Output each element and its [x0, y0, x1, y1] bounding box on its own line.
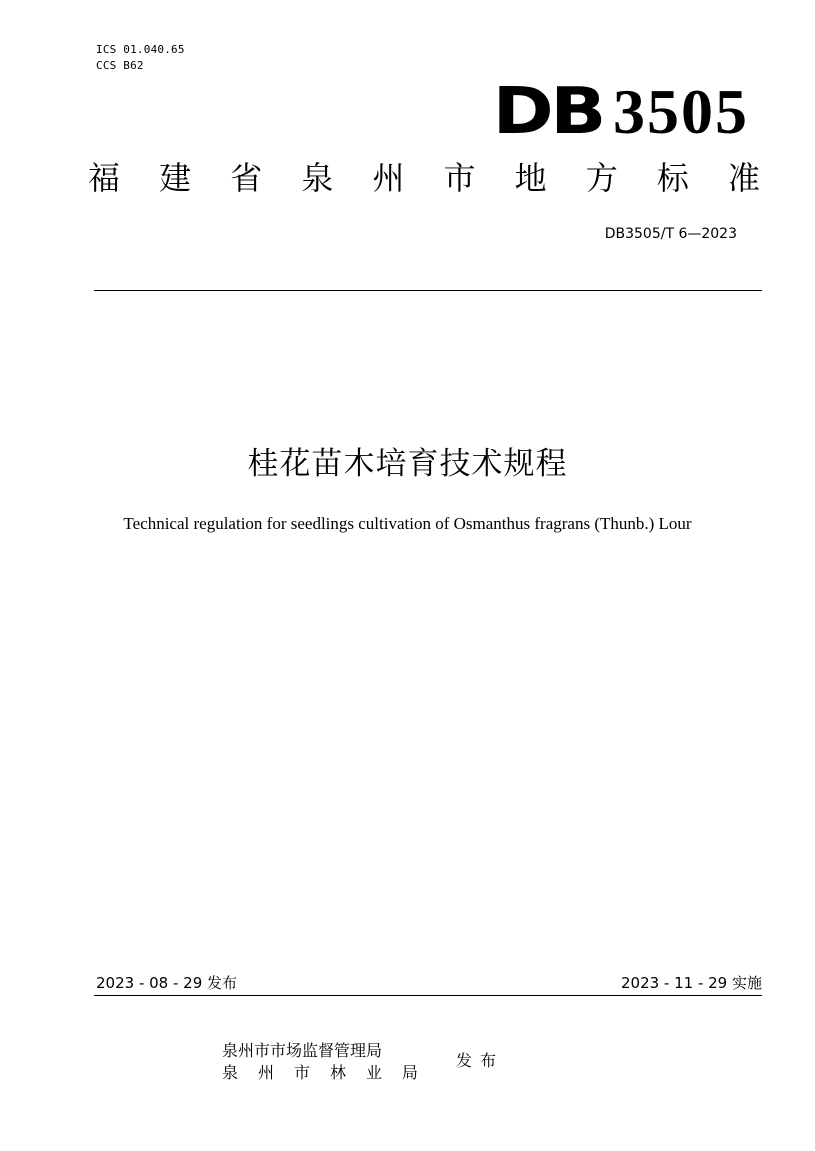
issuing-authorities [222, 1040, 418, 1084]
standard-type-char: 福 [88, 159, 121, 197]
standard-type-char: 标 [656, 159, 689, 197]
standard-type-char: 市 [443, 159, 476, 197]
standard-type-char: 省 [230, 159, 263, 197]
issuer-char: 业 [365, 1063, 382, 1082]
logo-number: 3505 [613, 76, 749, 147]
document-title-english: Technical regulation for seedlings cultivation of Osmanthus fragrans (Thunb.) Lour [123, 514, 692, 533]
db-logo [492, 75, 749, 149]
issue-label: 发布 [456, 1051, 505, 1070]
ics-code: ICS 01.040.65 [96, 43, 185, 56]
implementation-date: 2023 - 11 - 29 实施 [620, 974, 762, 992]
standard-type-char: 州 [372, 159, 405, 197]
ccs-code: CCS B62 [96, 59, 144, 72]
date-row [96, 973, 762, 993]
issuer-char: 林 [329, 1063, 346, 1082]
standard-number: DB3505/T 6—2023 [604, 226, 737, 242]
standard-type-char: 建 [159, 159, 192, 197]
classification-codes [96, 42, 185, 74]
issuer-char: 州 [257, 1063, 274, 1082]
logo-prefix: DB [492, 75, 603, 149]
standard-type-char: 准 [727, 159, 760, 197]
top-divider [94, 290, 762, 291]
issuer-char: 泉 [222, 1063, 239, 1082]
standard-type-char: 泉 [301, 159, 334, 197]
standard-type-heading [88, 158, 760, 198]
issuer-char: 局 [401, 1063, 418, 1082]
standard-type-char: 方 [585, 159, 618, 197]
bottom-divider [94, 995, 762, 996]
issuer-forestry-bureau [222, 1062, 418, 1084]
release-date: 2023 - 08 - 29 发布 [96, 974, 238, 992]
issuer-char: 市 [293, 1063, 310, 1082]
document-title-chinese: 桂花苗木培育技术规程 [247, 446, 568, 482]
standard-type-char: 地 [514, 159, 547, 197]
issuer-market-regulation: 泉州市市场监督管理局 [222, 1041, 383, 1060]
